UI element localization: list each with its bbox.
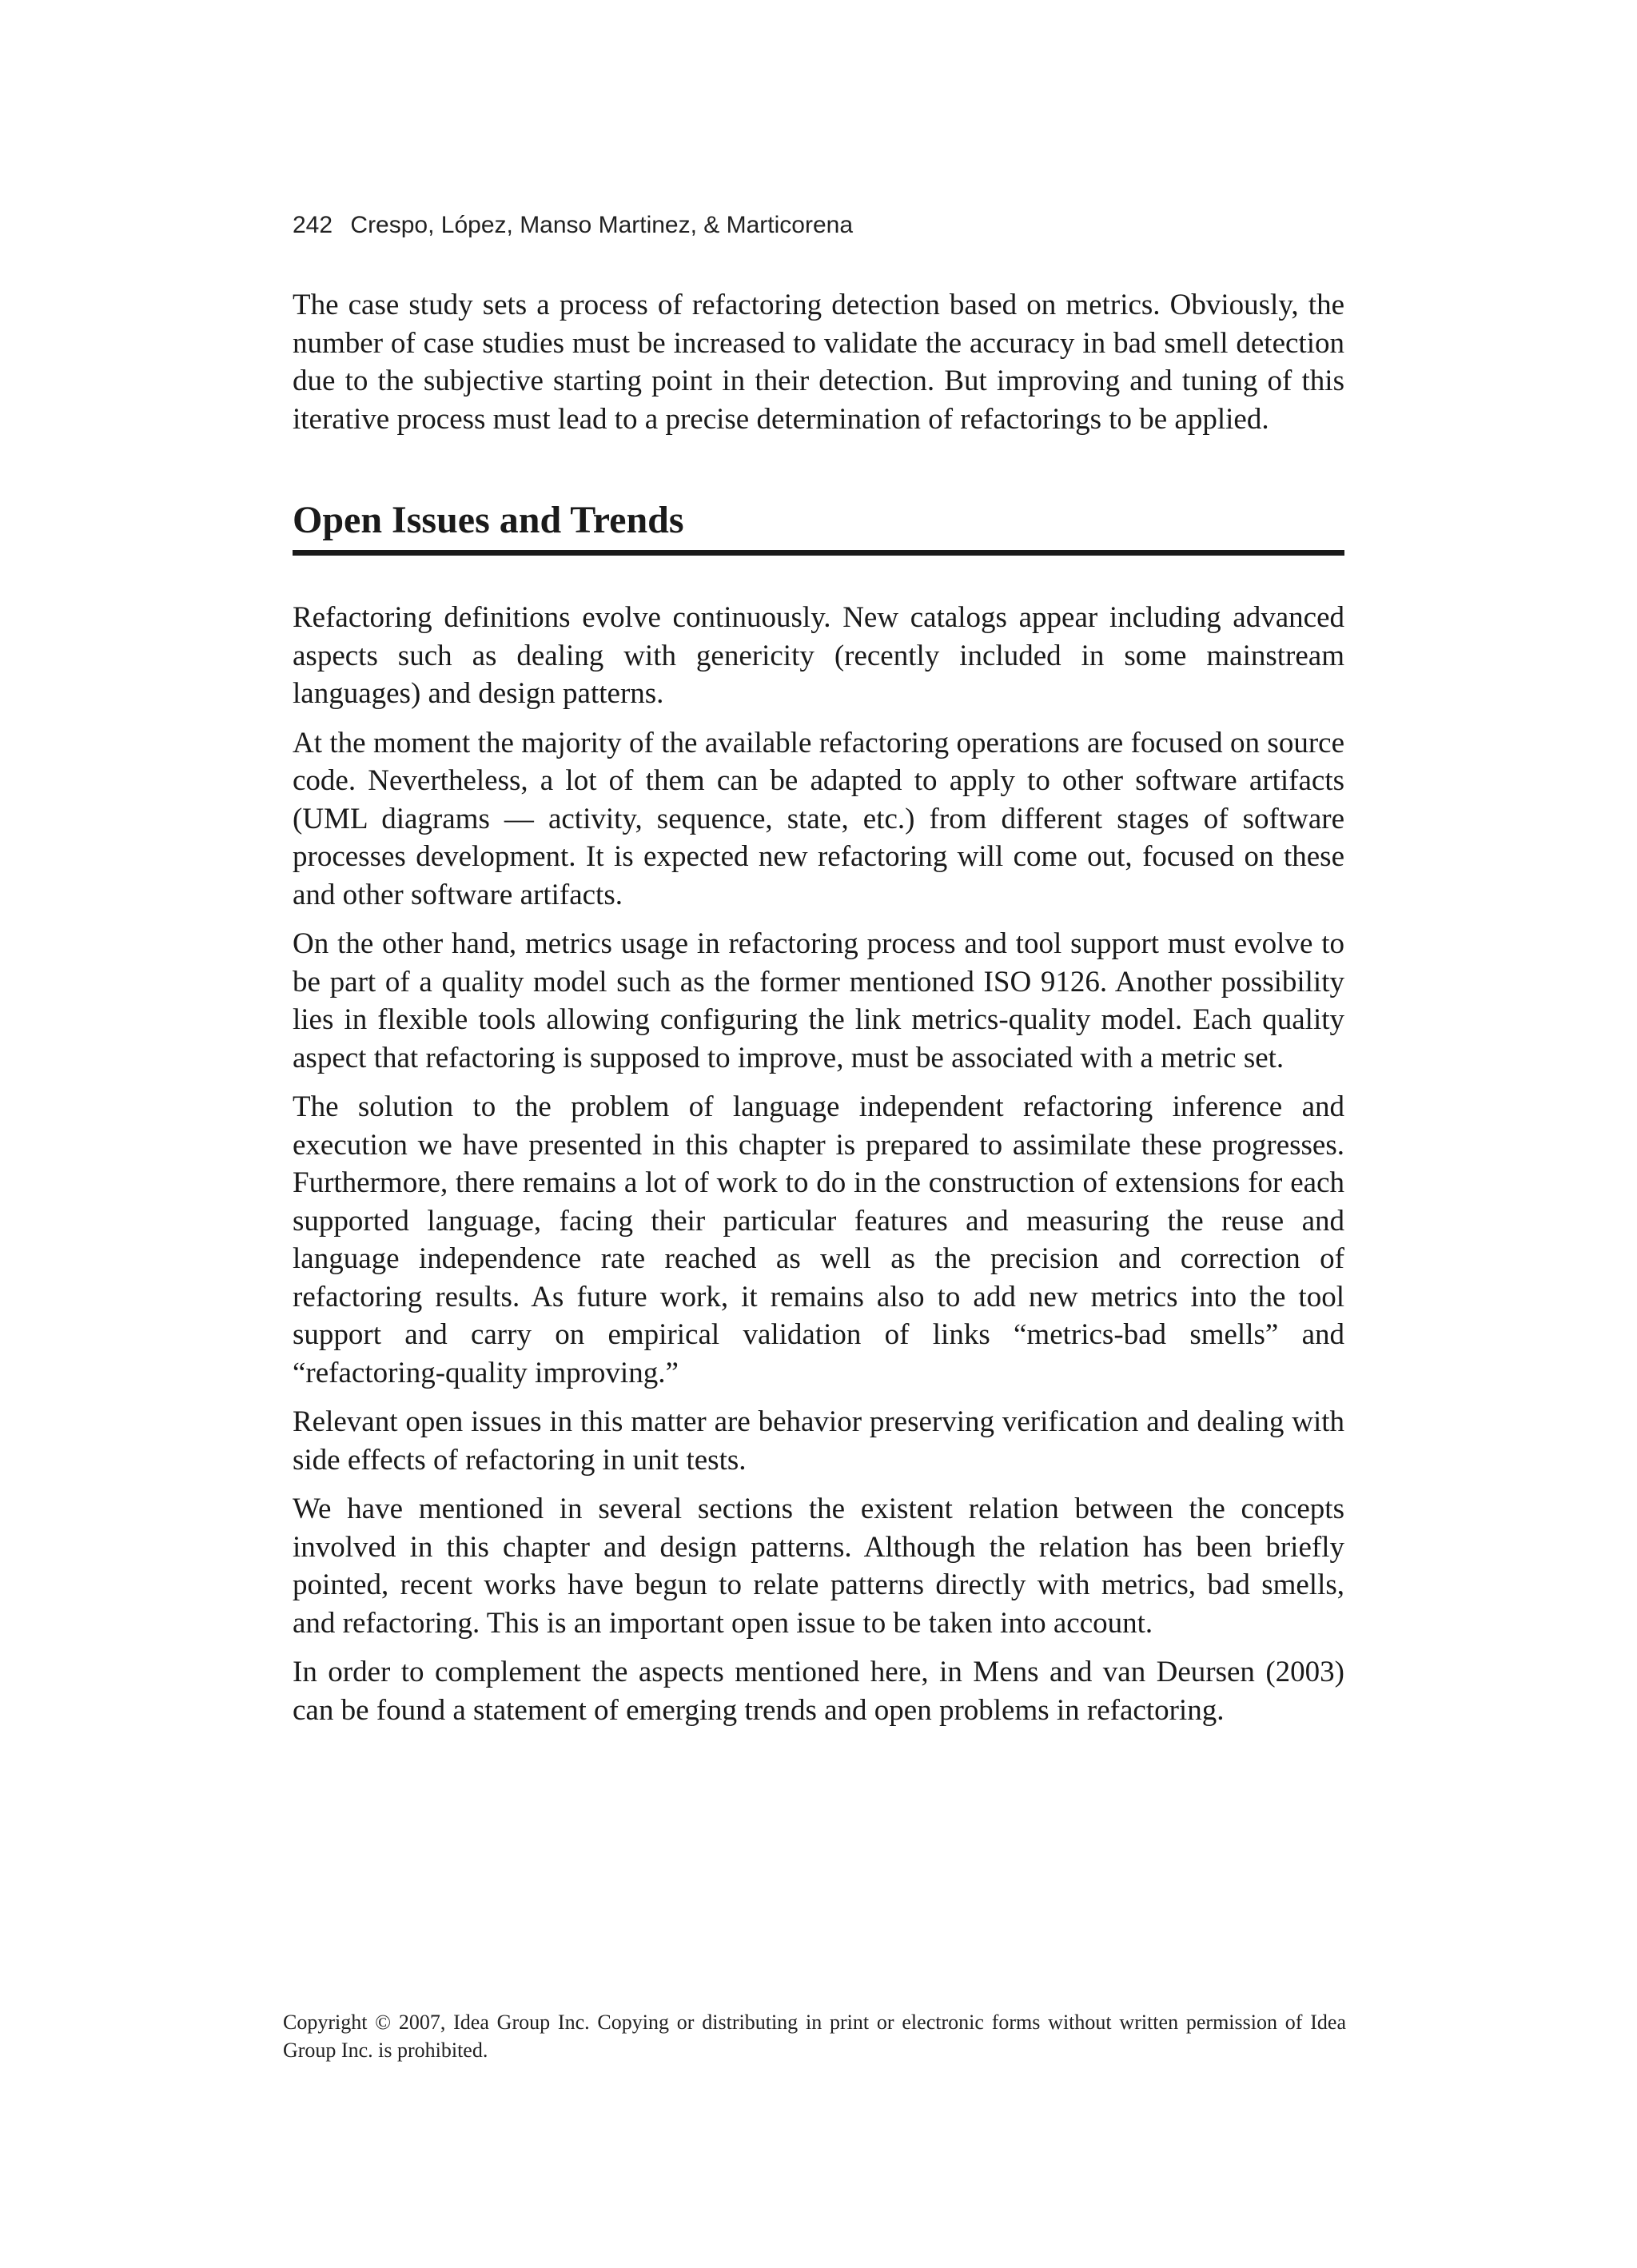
running-head-authors: Crespo, López, Manso Martinez, & Marticorena xyxy=(350,212,854,238)
body-paragraph: Relevant open issues in this matter are behavior preserving verification and dealing with side effects of refactoring in unit tests. xyxy=(293,1405,1344,1477)
body-paragraph: We have mentioned in several sections the existent relation between the concepts involved in this chapter and design patterns. Although the relation has been briefly pointed, recent works have begun to relate patterns directly with metrics, bad smells, and refactoring. This is an important open issue to be taken into account. xyxy=(293,1493,1344,1640)
main-content xyxy=(293,286,1344,1740)
copyright-footer: Copyright © 2007, Idea Group Inc. Copying or distributing in print or electronic forms without written permission of Idea Group Inc. is prohibited. xyxy=(283,2011,1346,2062)
body-paragraph: The solution to the problem of language independent refactoring inference and execution we have presented in this chapter is prepared to assimilate these progresses. Furthermore, there remains a lot of work to do in the construction of extensions for each supported language, facing their particular features and measuring the reuse and language independence rate reached as well as the precision and correction of refactoring results. As future work, it remains also to add new metrics into the tool support and carry on empirical validation of links “metrics-bad smells” and “refactoring-quality improving.” xyxy=(293,1090,1344,1389)
body-paragraph: Refactoring definitions evolve continuously. New catalogs appear including advanced aspects such as dealing with genericity (recently included in some mainstream languages) and design patterns. xyxy=(293,601,1344,710)
running-head xyxy=(293,209,1348,241)
body-paragraph: In order to complement the aspects mentioned here, in Mens and van Deursen (2003) can be found a statement of emerging trends and open problems in refactoring. xyxy=(293,1656,1344,1727)
body-paragraph: On the other hand, metrics usage in refactoring process and tool support must evolve to be part of a quality model such as the former mentioned ISO 9126. Another possibility lies in flexible tools allowing configuring the link metrics-quality model. Each quality aspect that refactoring is supposed to improve, must be associated with a metric set. xyxy=(293,927,1344,1074)
body-paragraph: At the moment the majority of the available refactoring operations are focused on source code. Nevertheless, a lot of them can be adapted to apply to other software artifacts (UML diagrams — activity, sequence, state, etc.) from different stages of software processes development. It is expected new refactoring will come out, focused on these and other software artifacts. xyxy=(293,726,1344,911)
intro-paragraph: The case study sets a process of refactoring detection based on metrics. Obviously, the number of case studies must be increased to validate the accuracy in bad smell detection due to the subjective starting point in their detection. But improving and tuning of this iterative process must lead to a precise determination of refactorings to be applied. xyxy=(293,289,1344,436)
section-heading: Open Issues and Trends xyxy=(293,497,1344,556)
page-number: 242 xyxy=(293,212,333,238)
